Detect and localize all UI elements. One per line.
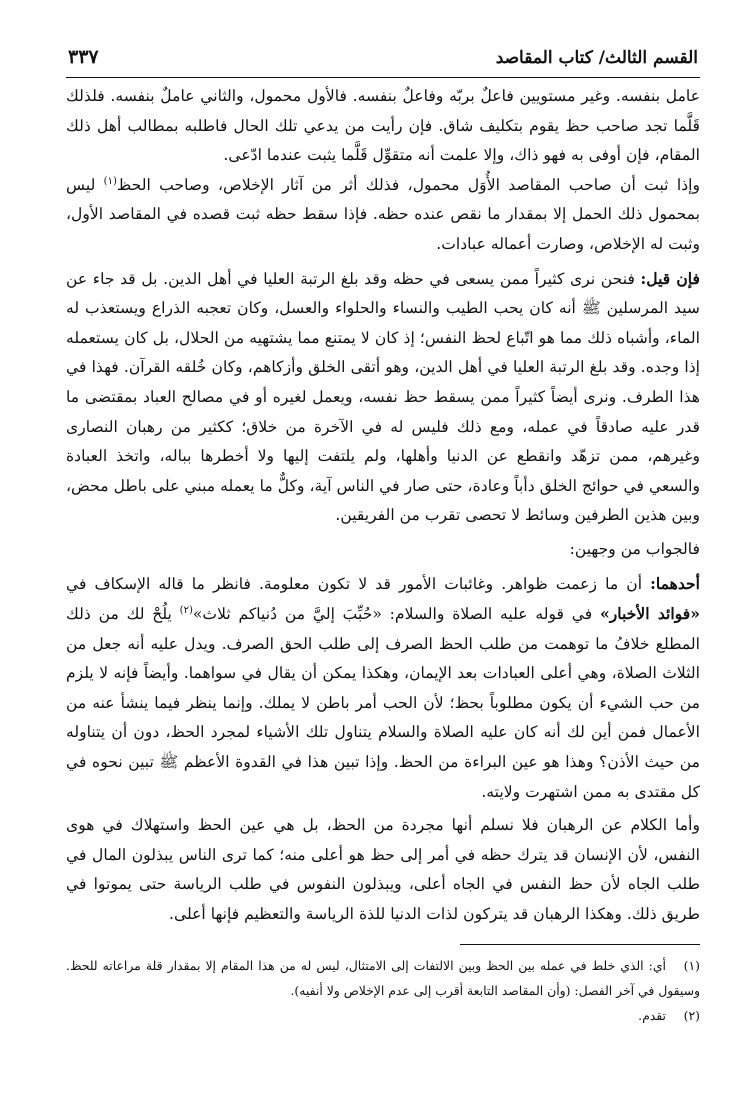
page-number: ٣٣٧ <box>68 46 99 68</box>
footnote-divider <box>460 944 700 945</box>
main-text <box>66 82 700 930</box>
paragraph-3-text: فنحن نرى كثيراً ممن يسعى في حظه وقد بلغ الرتبة العليا في أهل الدين. بل قد جاء عن سيد المرسلين ﷺ أنه كان يحب الطيب والنساء والحلواء والعسل، وكان تعجبه الذراع ويستعذب له الماء، وأشباه ذلك مما هو اتّباع لحظ النفس؛ إذ كان لا يمتنع مما يشتهيه من الحلال، بل كان يستعمله إذا وجده. وقد بلغ الرتبة العليا في أهل الدين، وهو أتقى الخلق وأزكاهم، وكان خُلقه القرآن. فهذا في هذا الطرف. ونرى أيضاً كثيراً ممن يسقط حظ نفسه، ويعمل لغيره أو في مصالح العباد بمقتضى ما قدر عليه صادقاً في عمله، ومع ذلك فليس له في الآخرة من خلاق؛ ككثير من رهبان النصارى وغيرهم، ممن تزهّد وانقطع عن الدنيا وأهلها، ولم يلتفت إليها ولا أخطرها بباله، واتخذ العبادة والسعي في حوائج الخلق دأباً وعادة، حتى صار في الناس آية، وكلٌّ ما يعمله مبني على باطل محض، وبين هذين الطرفين وسائط لا تحصى تقرب من الفريقين. <box>66 269 700 525</box>
paragraph-5 <box>66 569 700 808</box>
running-title: القسم الثالث/ كتاب المقاصد <box>495 48 698 68</box>
paragraph-5-part-a: أن ما زعمت ظواهر. وغائبات الأمور قد لا تكون معلومة. فانظر ما قاله الإسكاف في <box>66 574 651 593</box>
book-page <box>66 44 700 1028</box>
footnote-1-number: (١) <box>683 957 700 973</box>
paragraph-2-rest: ليس بمحمول ذلك الحمل إلا بمقدار ما نقص عنده حظه. فإذا سقط حظه ثبت قصده في المقاصد الأول، وثبت له الإخلاص، وصارت أعماله عبادات. <box>66 175 700 253</box>
paragraph-5-part-c: يلُحْ لك من ذلك المطلع خلافُ ما توهمت من طلب الحظ الصرف إلى طلب الحق الصرف. ويدل عليه أنه جعل من الثلاث الصلاة، وهي أعلى العبادات بعد الإيمان، وهكذا يمكن أن يقال في سواهما. وأيضاً فإنه لا يلزم من حب الشيء أن يكون مطلوباً بحظ؛ لأن الحب أمر باطن لا يملك. وإنما ينظر فيما ينشأ عنه من الأعمال فمن أين لك أنه كان عليه الصلاة والسلام يتناول تلك الأشياء لمجرد الحظ، دون أن يتناوله من حيث الأذن؟ وهذا هو عين البراءة من الحظ. وإذا تبين هذا في القدوة الأعظم ﷺ تبين نحوه في كل مقتدى به ممن اشتهرت ولايته. <box>66 605 700 801</box>
first-answer-lead: أحدهما: <box>650 573 700 593</box>
book-title: «فوائد الأخبار» <box>600 604 700 624</box>
running-header <box>66 44 700 78</box>
footnote-1 <box>66 953 700 1003</box>
paragraph-2-start: وإذا ثبت أن صاحب المقاصد الأُوَل محمول، فذلك أثر من آثار الإخلاص، وصاحب الحظ <box>116 175 700 194</box>
footnote-ref-2: (٢) <box>179 604 193 616</box>
paragraph-6: وأما الكلام عن الرهبان فلا نسلم أنها مجردة من الحظ، بل هي عين الحظ واستهلاك في هوى النفس، لأن الإنسان قد يترك حظه في أمر إلى حظ هو أعلى منه؛ كما ترى الناس يبذلون المال في طلب الجاه لأن حظ النفس في الجاه أعلى، ويبذلون النفوس في طلب الرياسة حتى يموتوا في طريق ذلك. وهكذا الرهبان قد يتركون لذات الدنيا للذة الرياسة والتعظيم فإنها أعلى. <box>66 816 700 924</box>
footnote-2-text: تقدم. <box>638 1007 666 1023</box>
paragraph-1: عامل بنفسه. وغير مستويين فاعلٌ بربّه وفاعلٌ بنفسه. فالأول محمول، والثاني عاملٌ بنفسه. فلذلك قَلَّما تجد صاحب حظ يقوم بتكليف شاق. فإن رأيت من يدعي تلك الحال فاطلبه بمطالب أهل ذلك المقام، فإن أوفى به فهو ذاك، وإلا علمت أنه متقوِّل قَلَّما يثبت عندما ادّعى. <box>66 87 700 165</box>
paragraph-5-part-b: في قوله عليه الصلاة والسلام: «حُبِّبَ إليَّ من دُنياكم ثلاث» <box>192 605 601 624</box>
objection-lead: فإن قيل: <box>640 268 700 288</box>
footnote-1-text: أي: الذي خلط في عمله بين الحظ وبين الالتفات إلى الامتثال، ليس له من هذا المقام إلا بمقدار قلة مراعاته للحظ. وسيقول في آخر الفصل: (وأن المقاصد التابعة أقرب إلى عدم الإخلاص ولا أنفيه). <box>66 957 700 998</box>
paragraph-4: فالجواب من وجهين: <box>569 539 700 558</box>
footnote-2-number: (٢) <box>683 1007 700 1023</box>
footnote-ref-1: (١) <box>103 175 117 187</box>
paragraph-3 <box>66 264 700 531</box>
footnotes <box>66 953 700 1028</box>
paragraph-2 <box>66 171 700 260</box>
footnote-2 <box>66 1003 700 1028</box>
